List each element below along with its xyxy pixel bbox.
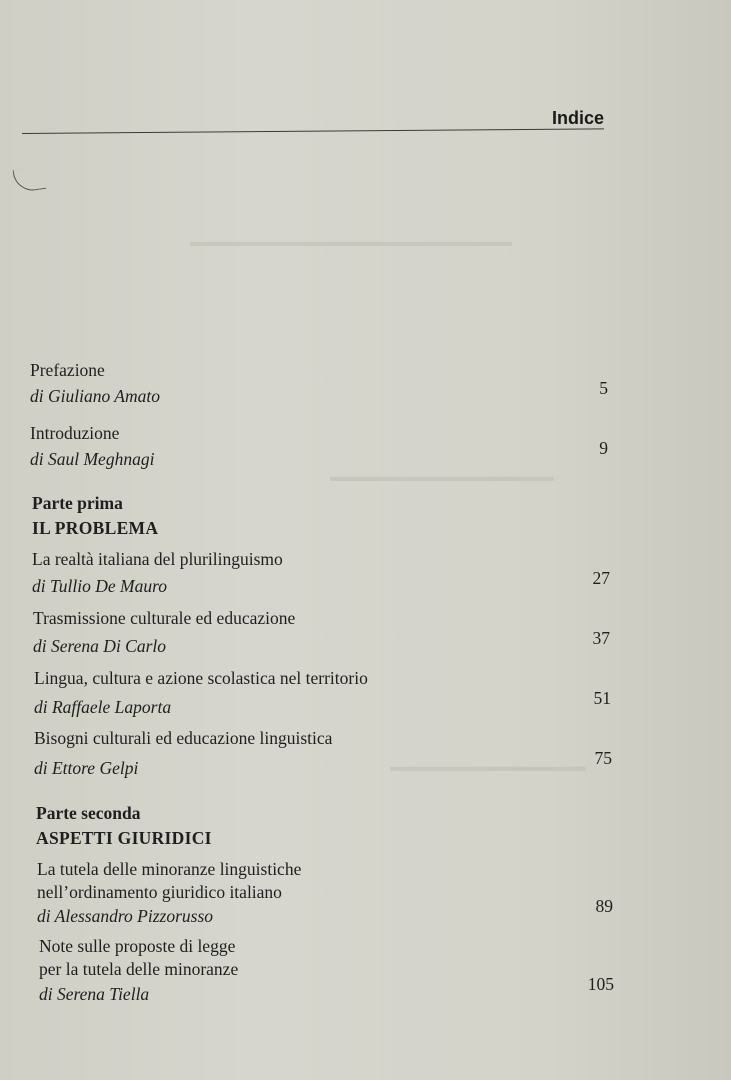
toc-entry-author: di Giuliano Amato <box>30 386 160 406</box>
toc-entry-author: di Alessandro Pizzorusso <box>37 906 213 926</box>
part-label: Parte prima <box>32 493 123 513</box>
toc-entry-page: 37 <box>592 628 610 648</box>
toc-entry-title: Trasmissione culturale ed educazione <box>33 608 296 628</box>
toc-entry-page: 9 <box>599 438 608 458</box>
toc-entry-author: di Saul Meghnagi <box>30 449 155 469</box>
page-title: Indice <box>551 108 604 128</box>
toc-entry-title: Note sulle proposte di legge <box>39 936 236 956</box>
toc-entry-title: nell’ordinamento giuridico italiano <box>37 882 282 902</box>
toc-entry-page: 105 <box>587 974 614 994</box>
toc-entry-title: La tutela delle minoranze linguistiche <box>37 859 302 879</box>
toc-entry-author: di Tullio De Mauro <box>32 576 167 596</box>
toc-entry-title: Prefazione <box>30 360 105 380</box>
toc-entry-author: di Raffaele Laporta <box>34 697 172 717</box>
toc-entry-page: 75 <box>594 748 612 768</box>
bleed-through: ▬▬▬▬▬▬▬▬▬▬▬▬▬▬▬▬ <box>330 470 554 485</box>
toc-entry-title: Lingua, cultura e azione scolastica nel territorio <box>34 668 368 688</box>
toc-entry-page: 51 <box>593 688 611 708</box>
part-title: ASPETTI GIURIDICI <box>36 828 212 848</box>
toc-entry-author: di Serena Di Carlo <box>33 636 167 656</box>
toc-entry-title: La realtà italiana del plurilinguismo <box>32 549 283 569</box>
toc-entry-author: di Ettore Gelpi <box>34 758 139 778</box>
part-label: Parte seconda <box>36 803 141 823</box>
toc-entry-page: 27 <box>592 568 610 588</box>
part-title: IL PROBLEMA <box>32 518 159 538</box>
toc-entry-page: 89 <box>595 896 613 916</box>
toc-entry-author: di Serena Tiella <box>39 984 150 1004</box>
toc-entry-page: 5 <box>599 378 608 398</box>
bleed-through: ▬▬▬▬▬▬▬▬▬▬▬▬▬▬ <box>390 760 586 775</box>
toc-entry-title: Bisogni culturali ed educazione linguistica <box>34 728 333 748</box>
toc-entry-title: Introduzione <box>30 423 120 443</box>
bleed-through: ▬▬▬▬▬▬▬▬▬▬▬▬▬▬▬▬▬▬▬▬▬▬▬ <box>190 235 512 250</box>
toc-entry-title: per la tutela delle minoranze <box>39 959 239 979</box>
